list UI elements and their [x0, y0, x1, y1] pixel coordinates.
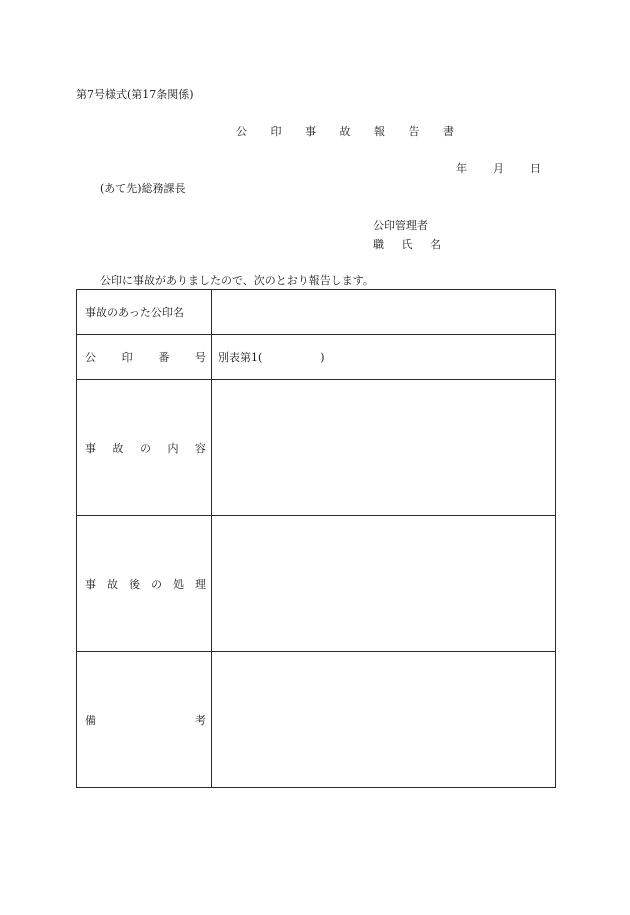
incident-details-label: 事 故 の 内 容: [77, 380, 212, 516]
date-line: [456, 160, 541, 176]
table-row: [77, 290, 556, 335]
seal-number-prefix: 別表第1(: [218, 351, 263, 364]
date-year: 年: [456, 162, 467, 175]
report-table: [76, 289, 556, 788]
post-incident-handling-label: 事 故 後 の 処 理: [77, 516, 212, 652]
remarks-field[interactable]: [212, 652, 556, 788]
date-month: 月: [493, 162, 504, 175]
intro-text: 公印に事故がありましたので、次のとおり報告します。: [100, 274, 374, 287]
seal-name-field[interactable]: [212, 290, 556, 335]
table-row: [77, 335, 556, 380]
addressee: (あて先)総務課長: [100, 182, 186, 195]
manager-name-label: 職 氏 名: [373, 238, 448, 251]
seal-manager-label: 公印管理者: [373, 219, 428, 232]
date-day: 日: [530, 162, 541, 175]
form-number: 第7号様式(第17条関係): [76, 88, 194, 101]
seal-number-label: 公 印 番 号: [77, 335, 212, 380]
table-row: [77, 380, 556, 516]
post-incident-handling-field[interactable]: [212, 516, 556, 652]
seal-name-label: 事故のあった公印名: [77, 290, 212, 335]
table-row: [77, 516, 556, 652]
table-row: [77, 652, 556, 788]
seal-number-field[interactable]: [212, 335, 556, 380]
remarks-label: 備 考: [77, 652, 212, 788]
incident-details-field[interactable]: [212, 380, 556, 516]
seal-number-suffix: ): [320, 351, 325, 364]
document-title: 公 印 事 故 報 告 書: [236, 125, 464, 138]
